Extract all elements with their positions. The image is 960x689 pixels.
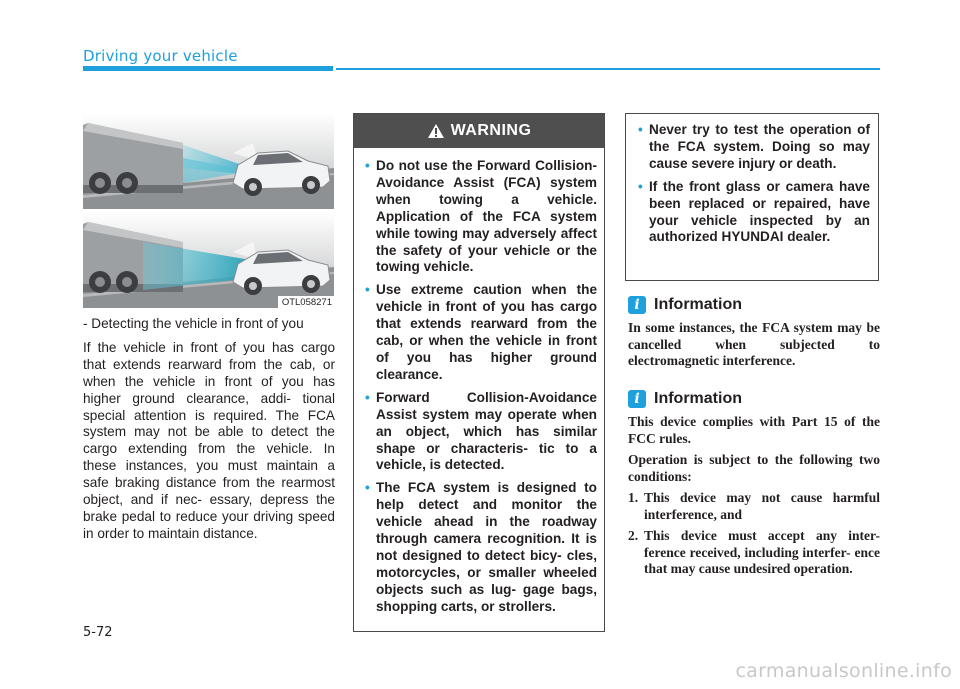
information-block-2 — [628, 414, 880, 583]
list-item: • If the front glass or camera have been replaced or repaired, have your vehicle inspected by an authorized HYUNDAI dealer. — [638, 178, 870, 245]
warning-continuation-box — [625, 113, 879, 281]
page-number: 5-72 — [83, 625, 113, 640]
illustration-truck-car-top — [83, 113, 334, 209]
bullet-icon: • — [638, 178, 643, 194]
figure-caption: - Detecting the vehicle in front of you — [83, 316, 304, 331]
information-text: Operation is subject to the following two conditions: — [628, 452, 880, 484]
truck-car-illustration-1 — [83, 113, 334, 209]
info-icon: i — [628, 296, 646, 314]
section-title: Driving your vehicle — [83, 47, 238, 65]
bullet-icon: • — [365, 158, 370, 173]
information-title: Information — [654, 296, 742, 313]
list-item: • Do not use the Forward Collision-Avoidance Assist (FCA) system when towing a vehicle. Application of the FCA system while towing may adversely affect the safety of your vehicle or the towing vehicle. — [365, 158, 597, 275]
information-block-1 — [628, 320, 880, 375]
list-item: • The FCA system is designed to help detect and monitor the vehicle ahead in the roadway through camera recognition. It is not designed to detect bicy- cles, motorcycles, or smaller wheeled objects such as lug- gage bags, shopping carts, or strollers. — [365, 480, 597, 614]
warning-continuation-list — [626, 114, 878, 246]
left-column — [83, 316, 335, 550]
list-item: • Forward Collision-Avoidance Assist system may operate when an object, which has similar shape or characteris- tic to a vehicle, is detected. — [365, 389, 597, 473]
numbered-item: 1. This device may not cause harmful interference, and — [628, 490, 880, 522]
header-accent-bar — [83, 66, 333, 71]
list-item: • Never try to test the operation of the FCA system. Doing so may cause severe injury or death. — [638, 122, 870, 171]
bullet-icon: • — [638, 122, 643, 137]
warning-list — [354, 148, 604, 616]
bullet-icon: • — [365, 389, 370, 405]
information-heading-1 — [628, 296, 742, 314]
warning-triangle-icon — [427, 123, 445, 139]
bullet-icon: • — [365, 480, 370, 496]
illustration-truck-car-bottom — [83, 212, 334, 308]
bullet-icon: • — [365, 282, 370, 298]
information-text: This device complies with Part 15 of the FCC rules. — [628, 414, 880, 446]
list-item: • Use extreme caution when the vehicle in front of you has cargo that extends rearward from the cab, or when the vehicle in front of you has higher ground clearance. — [365, 282, 597, 382]
information-title: Information — [654, 390, 742, 407]
warning-title: WARNING — [450, 122, 532, 139]
watermark: carmanualsonline.info — [735, 660, 952, 682]
info-icon: i — [628, 390, 646, 408]
warning-box — [353, 113, 605, 632]
information-heading-2 — [628, 390, 742, 408]
body-paragraph: If the vehicle in front of you has cargo that extends rearward from the cab, or when the vehicle in front of you has higher ground clearance, addi- tional special attention is required. The FCA system may not be able to detect the cargo extending from the vehicle. In these instances, you must maintain a safe braking distance from the rearmost object, and if nec- essary, depress the brake pedal to reduce your driving speed in order to maintain distance. — [83, 339, 335, 541]
header-rule — [336, 68, 880, 70]
figure-code: OTL058271 — [278, 296, 334, 308]
warning-header — [354, 114, 604, 148]
numbered-item: 2. This device must accept any inter- ference received, including interfer- ence that may cause undesired operation. — [628, 528, 880, 576]
information-text: In some instances, the FCA system may be cancelled when subjected to electromagnetic interference. — [628, 320, 880, 368]
truck-car-illustration-2 — [83, 212, 334, 308]
